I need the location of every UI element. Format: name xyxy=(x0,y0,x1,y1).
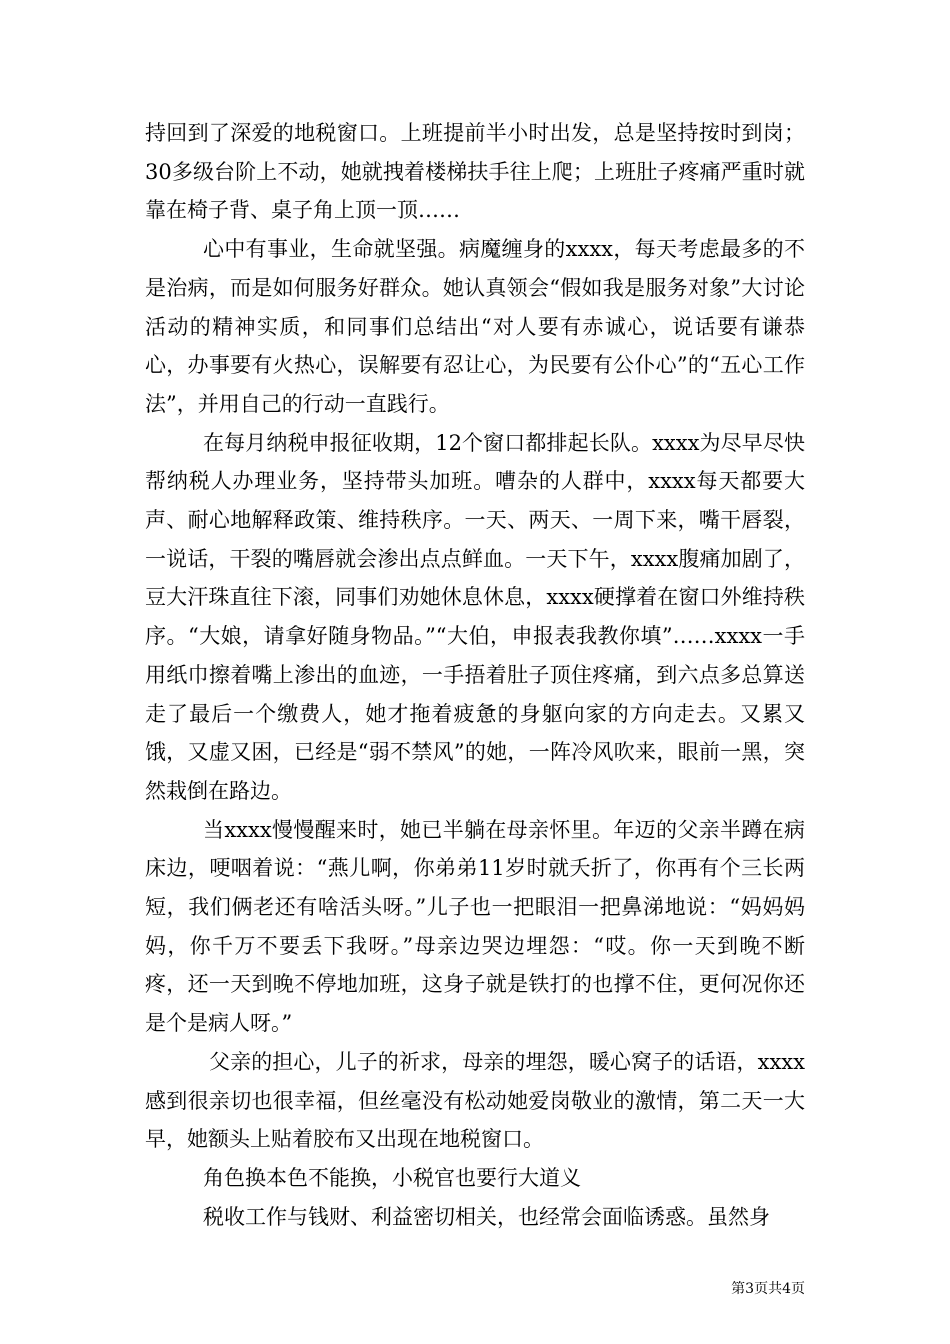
paragraph: 父亲的担心，儿子的祈求，母亲的埋怨，暖心窝子的话语，xxxx感到很亲切也很幸福，但丝毫没有松动她爱岗敬业的激情，第二天一大早，她额头上贴着胶布又出现在地税窗口。 xyxy=(145,1049,805,1152)
paragraph: 当xxxx慢慢醒来时，她已半躺在母亲怀里。年迈的父亲半蹲在病床边，哽咽着说：“燕儿啊，你弟弟11岁时就夭折了，你再有个三长两短，我们俩老还有啥活头呀。”儿子也一把眼泪一把鼻涕地说：“妈妈妈妈，你千万不要丢下我呀。”母亲边哭边埋怨：“哎。你一天到晚不断疼，还一天到晚不停地加班，这身子就是铁打的也撑不住，更何况你还是个是病人呀。” xyxy=(145,817,805,1036)
page-number: 第3页共4页 xyxy=(731,1281,805,1297)
body-text xyxy=(145,114,805,1236)
paragraph: 税收工作与钱财、利益密切相关，也经常会面临诱惑。虽然身 xyxy=(203,1204,770,1229)
paragraph-continued: 持回到了深爱的地税窗口。上班提前半小时出发，总是坚持按时到岗；30多级台阶上不动，她就拽着楼梯扶手往上爬；上班肚子疼痛严重时就靠在椅子背、桌子角上顶一顶…… xyxy=(145,121,805,223)
paragraph: 在每月纳税申报征收期，12个窗口都排起长队。xxxx为尽早尽快帮纳税人办理业务，坚持带头加班。嘈杂的人群中，xxxx每天都要大声、耐心地解释政策、维持秩序。一天、两天、一周下来，嘴干唇裂，一说话，干裂的嘴唇就会渗出点点鲜血。一天下午，xxxx腹痛加剧了，豆大汗珠直往下滚，同事们劝她休息休息，xxxx硬撑着在窗口外维持秩序。“大娘，请拿好随身物品。”“大伯，申报表我教你填”……xxxx一手用纸巾擦着嘴上渗出的血迹，一手捂着肚子顶住疼痛，到六点多总算送走了最后一个缴费人，她才拖着疲惫的身躯向家的方向走去。又累又饿，又虚又困，已经是“弱不禁风”的她，一阵冷风吹来，眼前一黑，突然栽倒在路边。 xyxy=(145,430,805,803)
section-heading: 角色换本色不能换，小税官也要行大道义 xyxy=(203,1165,581,1190)
paragraph: 心中有事业，生命就坚强。病魔缠身的xxxx，每天考虑最多的不是治病，而是如何服务好群众。她认真领会“假如我是服务对象”大讨论活动的精神实质，和同事们总结出“对人要有赤诚心，说话要有谦恭心，办事要有火热心，误解要有忍让心，为民要有公仆心”的“五心工作法”，并用自己的行动一直践行。 xyxy=(145,237,805,416)
